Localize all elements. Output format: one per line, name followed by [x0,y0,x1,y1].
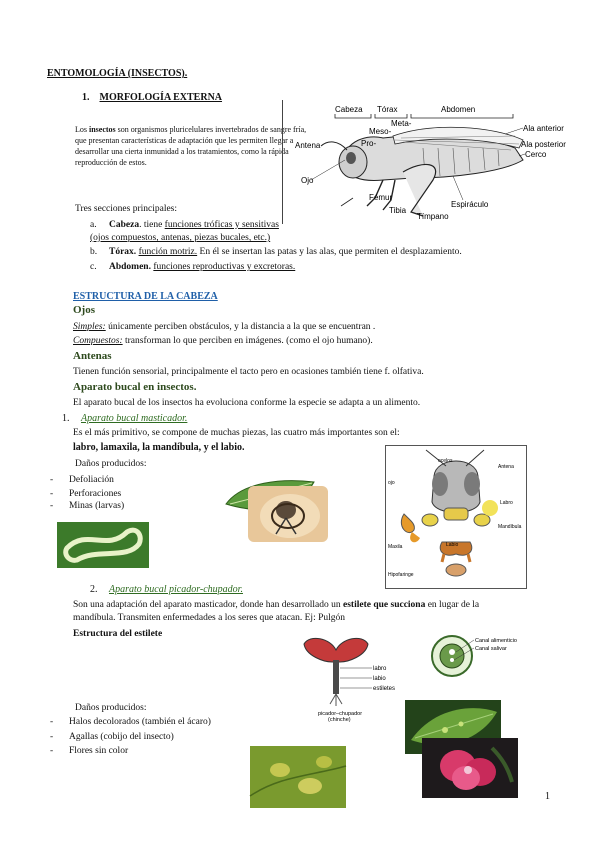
label-chinche: (chinche) [328,717,351,723]
mines-leaf-photo [57,522,149,568]
perforation-photo [248,486,328,542]
label-abdomen: Abdomen [441,105,476,114]
label-canal-alimenticio: Canal alimenticio [475,638,517,644]
grasshopper-illustration [283,100,566,224]
aparato-bucal-text: El aparato bucal de los insectos ha evoluciona conforme la especie se adapta a un alimento. [73,398,421,408]
page-number: 1 [545,791,550,802]
list-item: - Defoliación [50,475,114,485]
label-espiraculo: Espiráculo [451,200,489,209]
label-antena: Antena [498,464,514,470]
section-title: MORFOLOGÍA EXTERNA [99,92,223,103]
antenas-text: Tienen función sensorial, principalmente el tacto pero en ocasiones también tiene f. olfativa. [73,367,424,377]
label-meso: Meso- [369,127,392,136]
list-item-torax: b. Tórax. función motriz. En él se insertan las patas y las alas, que permiten el desplazamiento. [90,247,462,257]
label-meta: Meta- [391,119,412,128]
label-mandibula: Mandíbula [498,524,522,530]
label-picador-chupador: picador–chupador [318,711,363,717]
picador-danos-label: Daños producidos: [75,703,147,713]
label-ala-anterior: Ala anterior [523,124,564,133]
list-item: - Minas (larvas) [50,501,125,511]
heading-antenas: Antenas [73,350,112,362]
label-timpano: Tímpano [417,212,449,221]
heading-aparato-bucal: Aparato bucal en insectos. [73,381,197,393]
flower-photo [422,738,518,798]
label-labio: Labio [446,542,459,548]
ojos-simples: Simples: únicamente perciben obstáculos, y la distancia a la que se encuentran . [73,322,376,332]
estilete-heading: Estructura del estilete [73,629,163,639]
label-tibia: Tibia [389,206,407,215]
stylet-cross-section [430,632,530,680]
list-item: - Perforaciones [50,489,122,499]
list-item-abdomen: c. Abdomen. funciones reproductivas y excretoras. [90,262,296,272]
halo-leaf-photo [250,746,346,808]
section-heading-cabeza: ESTRUCTURA DE LA CABEZA [73,291,218,302]
section-number: 1. [82,92,90,103]
label-ojo: Ojo [301,176,314,185]
label-ala-posterior: Ala posterior [521,140,566,149]
label-hipofaringe: Hipofaringe [388,572,414,578]
label-estiletes: estiletes [373,686,396,692]
label-antena: Antena [295,141,321,150]
section-heading-morfologia [82,92,222,103]
label-cerco: Cerco [525,150,547,159]
subheading-picador: 2. Aparato bucal picador-chupador. [90,584,243,595]
document-title: ENTOMOLOGÍA (INSECTOS). [47,68,188,79]
label-torax: Tórax [377,105,398,114]
masticador-danos-label: Daños producidos: [75,459,147,469]
label-femur: Fémur [369,193,393,202]
masticador-text: Es el más primitivo, se compone de muchas piezas, las cuatro más importantes son el: [73,428,400,438]
label-maxila: Maxila [388,544,403,550]
list-item-cabeza: a. Cabeza. tiene funciones tróficas y sensitivas (ojos compuestos, antenas, piezas bucales, etc.) [90,220,279,243]
picador-text: Son una adaptación del aparato masticador, donde han desarrollado un estilete que succiona en lugar de la mandíbula. Transmiten enfermedades a los seres que atacan. Ej: Pulgón [73,600,480,623]
label-labio: labio [373,676,386,682]
masticador-parts: labro, lamaxila, la mandíbula, y el labio. [73,442,245,453]
label-canal-salivar: Canal salivar [475,646,507,652]
subheading-masticador: 1. Aparato bucal masticador. [62,413,188,424]
intro-paragraph: Los insectos son organismos pluricelulares invertebrados de sangre fría, que presentan características de adaptación que les permiten llegar a desarrollar una cierta inmunidad a los tratamientos, como la rápida reproducción de estos. [75,125,307,167]
stylet-diagram [300,632,410,722]
label-labro: Labro [500,500,513,506]
label-cabeza: Cabeza [335,105,363,114]
label-labro: labro [373,666,387,672]
insect-morphology-diagram [282,100,566,224]
list-item: - Agallas (cobijo del insecto) [50,732,174,742]
list-item: - Flores sin color [50,746,129,756]
three-sections-intro: Tres secciones principales: [75,204,178,214]
list-item: - Halos decolorados (también el ácaro) [50,717,211,727]
label-ojo: ojo [388,480,395,486]
mouthparts-diagram [385,445,527,589]
label-ocelos: ocelos [438,458,453,464]
label-pro: Pro- [361,139,377,148]
ojos-compuestos: Compuestos: transforman lo que perciben en imágenes. (como el ojo humano). [73,336,373,346]
heading-ojos: Ojos [73,304,95,316]
